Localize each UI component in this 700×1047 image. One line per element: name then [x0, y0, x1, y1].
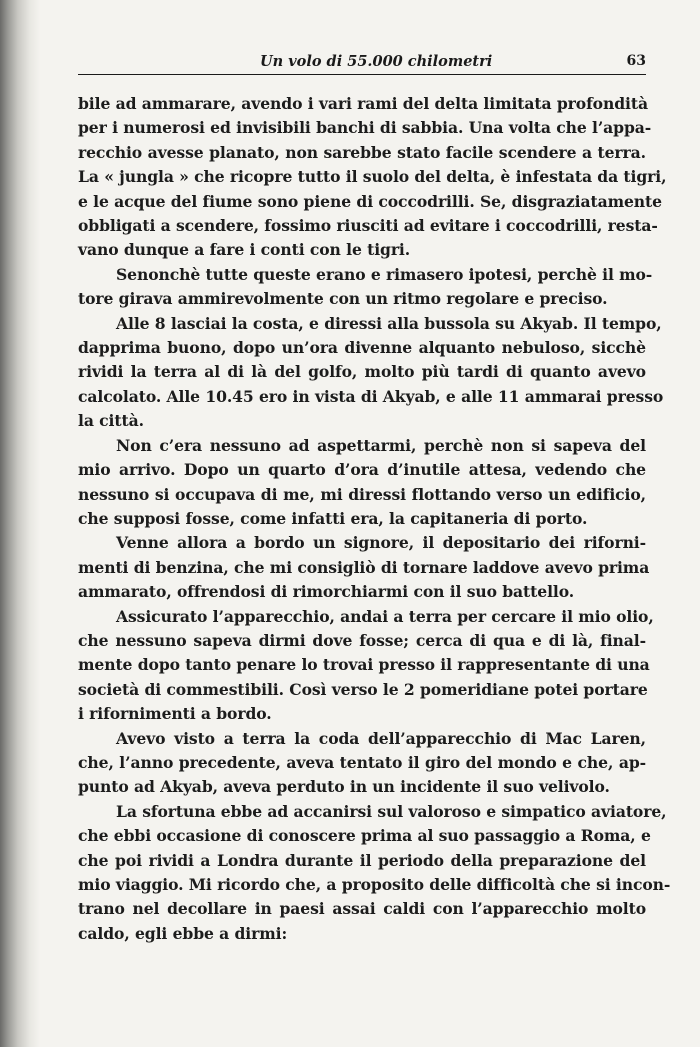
- text-line: vano dunque a fare i conti con le tigri.: [78, 240, 411, 260]
- text-line: rividi la terra al di là del golfo, molto più tardi di quanto avevo: [78, 362, 646, 382]
- text-line: per i numerosi ed invisibili banchi di sabbia. Una volta che l’appa-: [78, 118, 652, 138]
- text-line: Assicurato l’apparecchio, andai a terra per cercare il mio olio,: [116, 606, 654, 626]
- text-line: recchio avesse planato, non sarebbe stato facile scendere a terra.: [78, 142, 646, 162]
- body-text: [78, 92, 671, 946]
- text-line: che, l’anno precedente, aveva tentato il giro del mondo e che, ap-: [78, 752, 646, 772]
- text-line: dapprima buono, dopo un’ora divenne alquanto nebuloso, sicchè: [78, 338, 646, 358]
- text-line: Alle 8 lasciai la costa, e diressi alla bussola su Akyab. Il tempo,: [116, 313, 662, 333]
- text-line: Venne allora a bordo un signore, il depositario dei riforni-: [116, 533, 646, 553]
- text-line: Non c’era nessuno ad aspettarmi, perchè non si sapeva del: [116, 435, 646, 455]
- page-number: 63: [626, 53, 646, 69]
- running-header: [78, 50, 646, 75]
- text-line: La sfortuna ebbe ad accanirsi sul valoroso e simpatico aviatore,: [116, 801, 667, 821]
- text-line: la città.: [78, 411, 144, 431]
- page-edge-shadow: [0, 0, 40, 1047]
- text-line: che nessuno sapeva dirmi dove fosse; cerca di qua e di là, final-: [78, 630, 646, 650]
- text-line: Senonchè tutte queste erano e rimasero ipotesi, perchè il mo-: [116, 264, 653, 284]
- text-line: mio viaggio. Mi ricordo che, a proposito delle difficoltà che si incon-: [78, 875, 671, 894]
- text-line: Avevo visto a terra la coda dell’apparecchio di Mac Laren,: [116, 728, 646, 748]
- text-line: caldo, egli ebbe a dirmi:: [78, 923, 288, 943]
- text-line: punto ad Akyab, aveva perduto in un incidente il suo velivolo.: [78, 777, 610, 797]
- running-title: Un volo di 55.000 chilometri: [260, 53, 493, 70]
- text-line: mente dopo tanto penare lo trovai presso il rappresentante di una: [78, 655, 650, 675]
- text-line: i rifornimenti a bordo.: [78, 704, 272, 724]
- text-line: obbligati a scendere, fossimo riusciti ad evitare i coccodrilli, resta-: [78, 216, 658, 236]
- text-line: ammarato, offrendosi di rimorchiarmi con il suo battello.: [78, 582, 575, 602]
- text-line: che poi rividi a Londra durante il periodo della preparazione del: [78, 850, 646, 870]
- text-line: nessuno si occupava di me, mi diressi flottando verso un edificio,: [78, 484, 646, 504]
- text-line: mio arrivo. Dopo un quarto d’ora d’inutile attesa, vedendo che: [78, 460, 646, 480]
- text-line: trano nel decollare in paesi assai caldi con l’apparecchio molto: [78, 899, 646, 919]
- text-line: che ebbi occasione di conoscere prima al suo passaggio a Roma, e: [78, 826, 651, 846]
- text-line: società di commestibili. Così verso le 2 pomeridiane potei portare: [78, 679, 648, 699]
- text-line: calcolato. Alle 10.45 ero in vista di Akyab, e alle 11 ammarai presso: [78, 386, 664, 406]
- text-line: La « jungla » che ricopre tutto il suolo del delta, è infestata da tigri,: [78, 167, 667, 187]
- text-line: che supposi fosse, come infatti era, la capitaneria di porto.: [78, 508, 588, 528]
- book-page: [78, 50, 671, 946]
- text-line: menti di benzina, che mi consigliò di tornare laddove avevo prima: [78, 557, 650, 577]
- text-line: e le acque del fiume sono piene di coccodrilli. Se, disgraziatamente: [78, 191, 662, 211]
- text-line: tore girava ammirevolmente con un ritmo regolare e preciso.: [78, 289, 608, 309]
- text-line: bile ad ammarare, avendo i vari rami del delta limitata profondità: [78, 94, 648, 113]
